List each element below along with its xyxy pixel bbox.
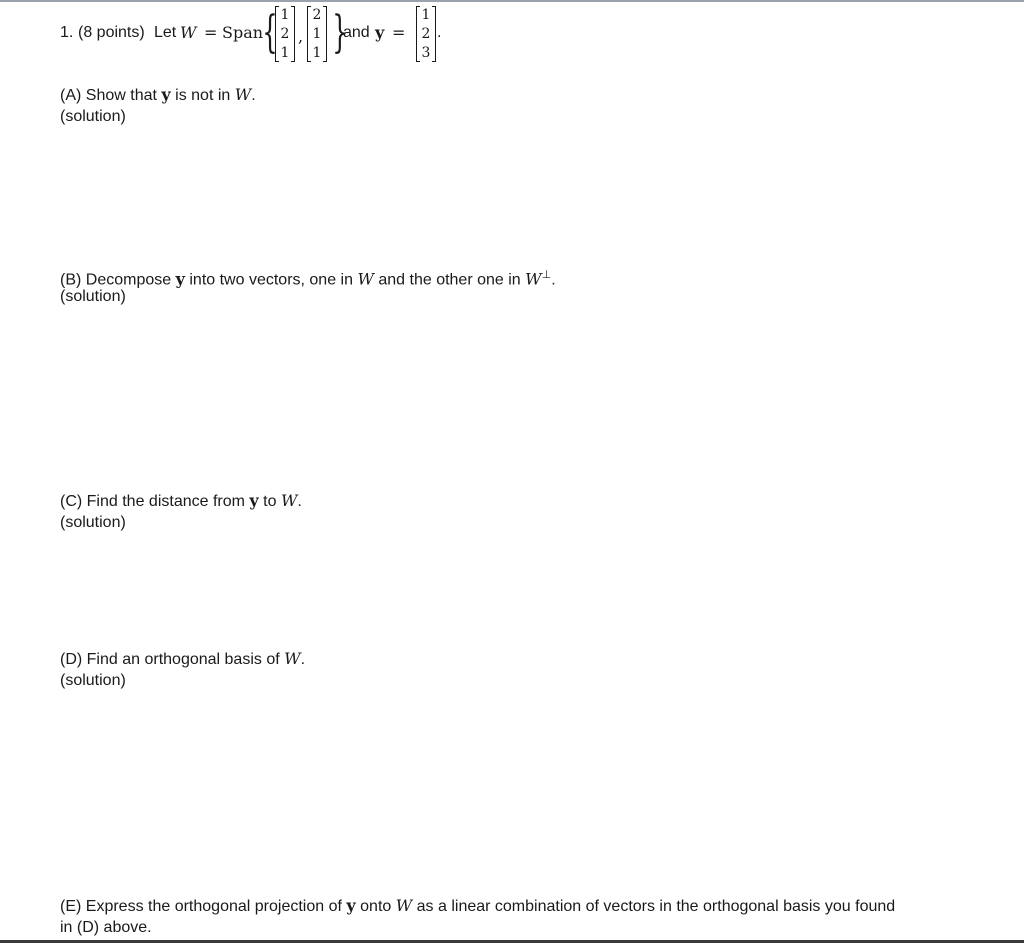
part-d-end: . (300, 651, 306, 668)
part-e-y: y (346, 896, 356, 915)
part-a-y: y (161, 85, 171, 104)
y-vector (416, 6, 436, 62)
part-e-label: (E) Express the orthogonal projection of (60, 898, 342, 915)
and-text: and (343, 24, 370, 41)
set-W: W (180, 23, 197, 42)
left-brace: { (262, 7, 278, 58)
part-b-W: W (357, 269, 374, 289)
part-a-mid: is not in (175, 87, 231, 104)
part-b-mid2: and the other one in (378, 271, 521, 289)
part-c-mid: to (263, 493, 277, 510)
part-a-end: . (251, 87, 256, 104)
vector-comma: , (298, 27, 304, 46)
part-e-prompt (60, 895, 895, 918)
part-d-label: (D) Find an orthogonal basis of (60, 651, 280, 668)
vector-entry: 2 (280, 26, 290, 42)
top-rule (0, 0, 1024, 2)
part-a-solution: (solution) (60, 108, 126, 125)
part-e-mid2: as a linear combination of vectors in the orthogonal basis you found (416, 898, 896, 915)
part-d-W: W (284, 649, 301, 668)
vector-entry: 2 (421, 26, 431, 42)
span-vector-1 (275, 6, 295, 62)
part-b-prompt (60, 264, 556, 291)
part-b-y: y (175, 269, 185, 289)
part-a-W: W (234, 85, 252, 104)
part-c-prompt (60, 490, 302, 513)
vector-entry: 1 (280, 7, 290, 23)
end-period: . (437, 24, 442, 41)
part-c-W: W (280, 491, 298, 510)
vector-entry: 1 (280, 45, 290, 61)
span-text: Span (222, 23, 264, 42)
equals-sign-2: = (392, 23, 406, 42)
vector-entry: 2 (312, 7, 322, 23)
part-b-solution: (solution) (60, 288, 126, 305)
part-b-mid: into two vectors, one in (189, 271, 353, 289)
part-c-solution: (solution) (60, 514, 126, 531)
part-b-W-perp: W (525, 269, 542, 289)
vector-entry: 1 (421, 7, 431, 23)
part-a-prompt (60, 84, 256, 107)
part-b-end: . (551, 271, 556, 289)
part-d-prompt (60, 648, 305, 671)
perp-symbol: ⊥ (541, 269, 552, 281)
vector-entry: 1 (312, 45, 322, 61)
equals-sign: = (204, 23, 218, 42)
part-b-label: (B) Decompose (60, 271, 172, 289)
part-c-end: . (297, 493, 302, 510)
problem-number: 1. (60, 24, 74, 41)
part-a-label: (A) Show that (60, 87, 157, 104)
vector-entry: 3 (421, 45, 431, 61)
part-e-mid: onto (360, 898, 392, 915)
problem-points: (8 points) (78, 24, 145, 41)
part-e-line2: in (D) above. (60, 919, 152, 936)
right-brace: } (332, 7, 348, 58)
span-vector-2 (307, 6, 327, 62)
part-c-y: y (249, 491, 259, 510)
vector-entry: 1 (312, 26, 322, 42)
vector-y: y (375, 23, 385, 42)
part-c-label: (C) Find the distance from (60, 493, 245, 510)
part-e-W: W (395, 896, 413, 915)
let-text: Let (154, 24, 177, 41)
part-d-solution: (solution) (60, 672, 126, 689)
